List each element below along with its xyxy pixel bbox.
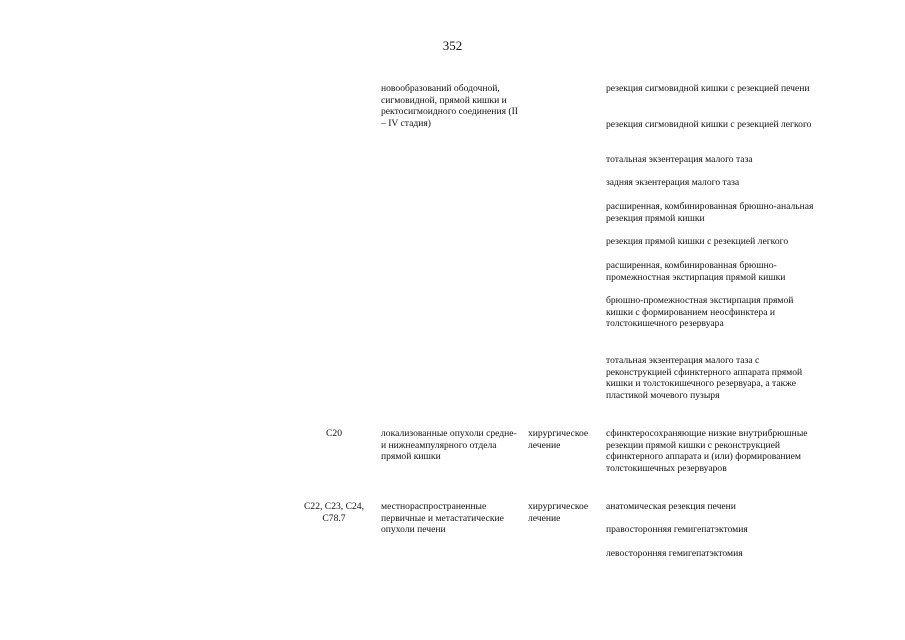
row-1-procedure-3: тотальная экзентерация малого таза <box>606 154 753 165</box>
row-2-diagnosis: локализованные опухоли средне- и нижнеампулярного отдела прямой кишки <box>381 428 517 462</box>
row-1-procedure-9: тотальная экзентерация малого таза с реконструкцией сфинктерного аппарата прямой кишки и толстокишечного резервуара, а также пластикой мочевого пузыря <box>606 355 803 401</box>
row-3-procedure-3: левосторонняя гемигепатэктомия <box>606 548 743 559</box>
row-1-procedure-7: расширенная, комбинированная брюшно-промежностная экстирпация прямой кишки <box>606 260 786 283</box>
row-3-diagnosis: местнораспространенные первичные и метастатические опухоли печени <box>381 501 504 535</box>
row-1-procedure-4: задняя экзентерация малого таза <box>606 177 740 188</box>
row-3-code: C22, C23, C24, C78.7 <box>304 501 364 524</box>
row-2-procedure-1: сфинктеросохраняющие низкие внутрибрюшные резекции прямой кишки с реконструкцией сфинктерного аппарата и (или) формированием толстокишечных резервуаров <box>606 428 808 474</box>
row-2-code: C20 <box>326 428 342 439</box>
row-1-procedure-2: резекция сигмовидной кишки с резекцией легкого <box>606 119 812 130</box>
row-1-procedure-6: резекция прямой кишки с резекцией легкого <box>606 236 789 247</box>
row-1-procedure-8: брюшно-промежностная экстирпация прямой кишки с формированием неосфинктера и толстокишечного резервуара <box>606 295 794 329</box>
row-2-treatment: хирургическое лечение <box>528 428 589 451</box>
row-1-procedure-5: расширенная, комбинированная брюшно-анальная резекция прямой кишки <box>606 201 814 224</box>
page-number: 352 <box>442 38 463 53</box>
row-3-procedure-2: правосторонняя гемигепатэктомия <box>606 524 748 535</box>
row-3-treatment: хирургическое лечение <box>528 501 589 524</box>
row-3-procedure-1: анатомическая резекция печени <box>606 501 736 512</box>
row-1-diagnosis: новообразований ободочной, сигмовидной, прямой кишки и ректосигмоидного соединения (II – IV стадия) <box>381 83 518 129</box>
row-1-procedure-1: резекция сигмовидной кишки с резекцией печени <box>606 83 810 94</box>
